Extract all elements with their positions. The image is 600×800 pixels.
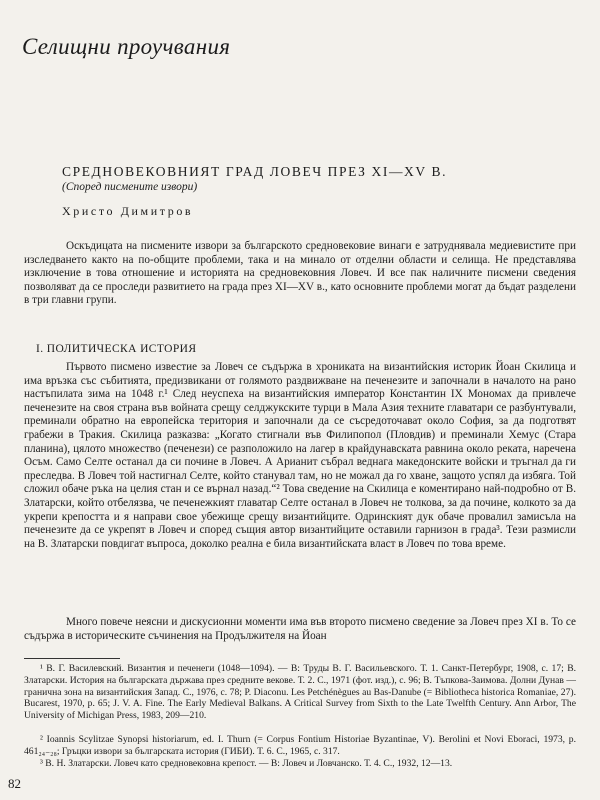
article-author: Христо Димитров: [62, 204, 194, 218]
footnote-1: ¹ В. Г. Василевский. Византия и печенеги (1048—1094). — В: Труды В. Г. Васильевского. Т. 1. Санкт-Петербург, 1908, с. 17; В. Златарски. История на българската държава през средните векове. Т. 2. С., 1971 (фот. изд.), с. 96; В. Тъпкова-Заимова. Долни Дунав — гранична зона на византийския Запад. С., 1976, с. 78; P. Diaconu. Les Petchénègues au Bas-Danube (= Bibliotheca historica Romaniae, 27). Bucarest, 1970, p. 65; J. V. A. Fine. The Early Medieval Balkans. A Critical Survey from Sixth to the Late Twelfth Century. Ann Arbor, The University of Michigan Press, 1983, 209—210.: [24, 663, 576, 722]
body-paragraph-2: Много повече неясни и дискусионни моменти има във второто писмено сведение за Ловеч през XI в. То се съдържа в историческите съчинения на Продължителя на Йоан: [24, 616, 576, 642]
article-title: СРЕДНОВЕКОВНИЯТ ГРАД ЛОВЕЧ ПРЕЗ XI—XV В.: [62, 164, 448, 179]
section-title: Селищни проучвания: [22, 34, 231, 59]
article-subtitle: (Според писмените извори): [62, 181, 198, 193]
section-heading: I. ПОЛИТИЧЕСКА ИСТОРИЯ: [36, 343, 197, 355]
footnote-divider: [24, 658, 120, 659]
footnote-3: ³ В. Н. Златарски. Ловеч като средновековна крепост. — В: Ловеч и Ловчанско. Т. 4. С., 1932, 12—13.: [40, 758, 453, 769]
intro-paragraph: Оскъдицата на писмените извори за българското средновековие винаги е затруднявала медиевистите при изследването както на по-общите проблеми, така и на минало от отделни области и селища. Не представлява изключение в това отношение и историята на средновековния Ловеч. И все пак наличните писмени сведения позволяват да се проследи развитието на града през XI—XV в., като основните проблеми могат да бъдат разделени в три главни групи.: [24, 240, 576, 307]
footnote-2: ² Ioannis Scylitzae Synopsi historiarum, ed. I. Thurn (= Corpus Fontium Historiae Byzantinae, V). Berolini et Novi Eboraci, 1973, p. 461₂₄₋₂₈; Гръцки извори за българската история (ГИБИ). Т. 6. С., 1965, с. 317.: [24, 734, 576, 757]
body-paragraph-1: Първото писмено известие за Ловеч се съдържа в хрониката на византийския историк Йоан Скилица и има връзка със събитията, предизвикани от голямото раздвижване на печенезите и започнали в началото на рано настъпилата зима на 1048 г.¹ След неуспеха на византийския император Константин IX Мономах да привлече печенезите на своя страна във войната срещу селджукските турци в Мала Азия техните главатари се разбунтували, преминали обратно на европейска територия и започнали да се съсредоточават около София, за да подготвят грабежи в Тракия. Скилица разказва: „Когато стигнали във Филипопол (Пловдив) и преминали Хемус (Стара планина), цялото множество (печенези) се разположило на лагер в крайдунавската равнина около реката, наречена Осъм. Само Селте останал да си почине в Ловеч. А Арианит събрал веднага македонските войски и тръгнал да ги преследва. В Ловеч той настигнал Селте, който станувал там, но не можал да го хване, защото успял да избяга. Той сложил обаче ръка на целия стан и се върнал назад.“² Това сведение на Скилица е коментирано най-подробно от В. Златарски, който отбелязва, че печенежкият главатар Селте останал в Ловеч не толкова, за да почине, колкото за да укрепи крепостта и я направи свое убежище срещу византийците. Одринският дук обаче провалил замисъла на печенезите да се укрепят в Ловеч и според същия автор византийците оставили гарнизон в града³. Тези размисли на В. Златарски повдигат въпроса, доколко реална е била византийската власт в Ловеч по това време.: [24, 361, 576, 550]
page-number: 82: [8, 776, 21, 791]
